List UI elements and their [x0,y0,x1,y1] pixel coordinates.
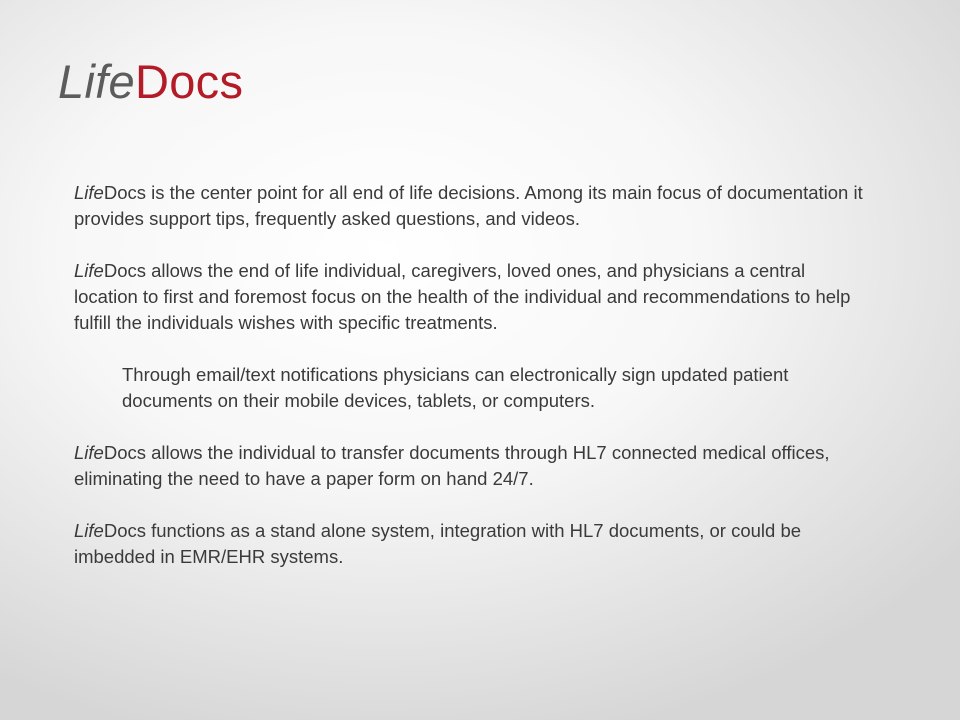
paragraph-lead: Life [74,442,104,463]
paragraph-central-location [74,258,874,336]
paragraph-overview [74,180,874,232]
paragraph-notifications [122,362,874,414]
title-docs: Docs [134,55,244,108]
paragraph-integration [74,518,874,570]
slide-title [58,56,243,108]
title-life: Life [58,55,135,108]
slide-body [74,180,874,596]
paragraph-text: Docs allows the individual to transfer documents through HL7 connected medical offices, eliminating the need to have a paper form on hand 24/7. [74,442,830,489]
paragraph-lead: Life [74,182,104,203]
paragraph-text: Docs allows the end of life individual, caregivers, loved ones, and physicians a central location to first and foremost focus on the health of the individual and recommendations to help fulfill the individuals wishes with specific treatments. [74,260,851,333]
paragraph-text: Docs is the center point for all end of life decisions. Among its main focus of documentation it provides support tips, frequently asked questions, and videos. [74,182,863,229]
paragraph-lead: Life [74,520,104,541]
paragraph-text: Through email/text notifications physicians can electronically sign updated patient documents on their mobile devices, tablets, or computers. [122,364,789,411]
paragraph-lead: Life [74,260,104,281]
paragraph-text: Docs functions as a stand alone system, integration with HL7 documents, or could be imbedded in EMR/EHR systems. [74,520,802,567]
paragraph-hl7-transfer [74,440,874,492]
